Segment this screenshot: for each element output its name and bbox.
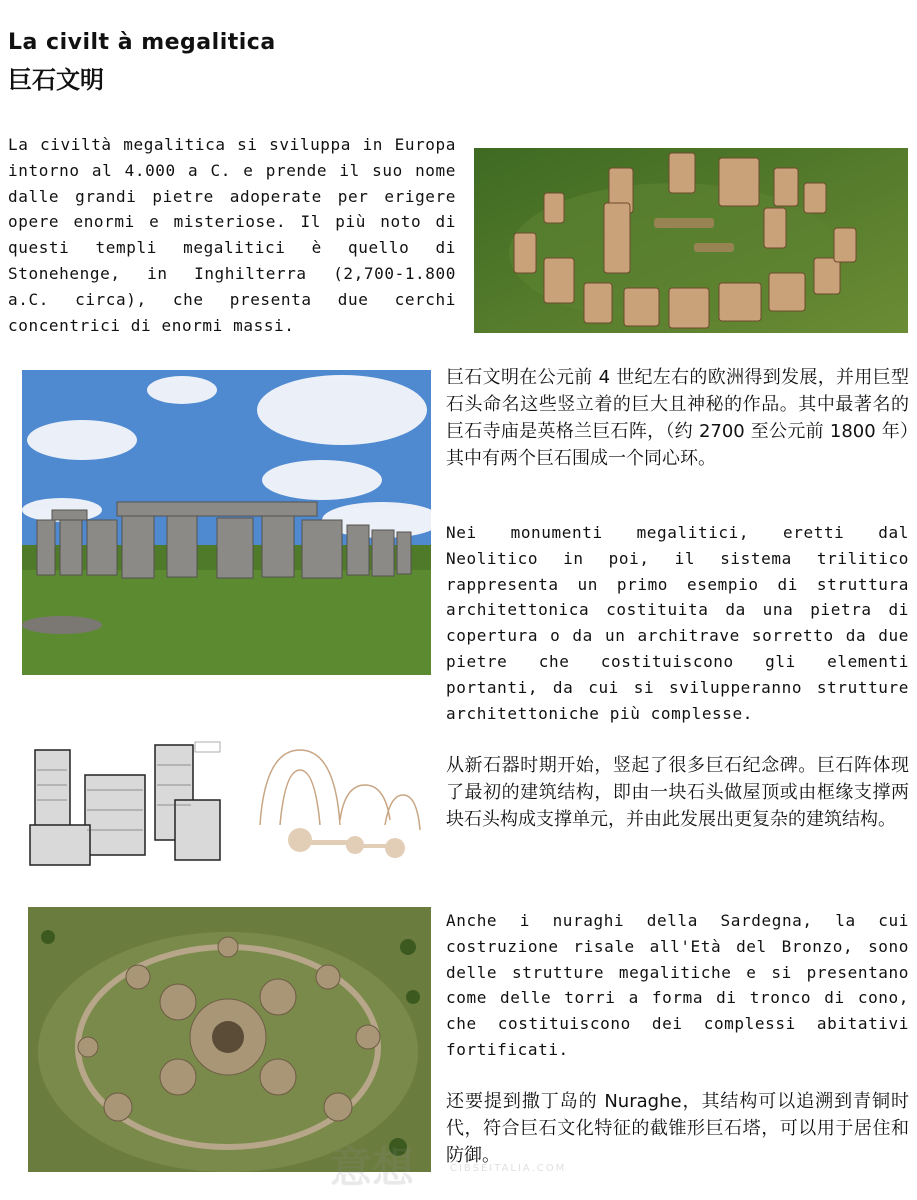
watermark-url: CIBSEITALIA.COM — [450, 1163, 567, 1174]
trilithic-paragraph-italian: Nei monumenti megalitici, eretti dal Neolitico in poi, il sistema trilitico rappresenta un primo esempio di struttura architettonica costituita da una pietra di copertura o da un architrave sorretto da due pietre che costituiscono gli elementi portanti, da cui si svilupperanno strutture architettoniche più complesse. — [446, 523, 909, 723]
nuraghe-aerial-photo — [28, 907, 431, 1172]
nuraghe-castle-drawing — [25, 730, 230, 870]
nuraghi-paragraph-chinese: 还要提到撒丁岛的 Nuraghe，其结构可以追溯到青铜时代，符合巨石文化特征的截锥形巨石塔，可以用于居住和防御。 — [446, 1091, 909, 1166]
stonehenge-aerial-photo — [474, 148, 908, 333]
intro-paragraph-italian: La civiltà megalitica si sviluppa in Europa intorno al 4.000 a C. e prende il suo nome dalle grandi pietre adoperate per erigere opere enormi e misteriose. Il più noto di questi templi megalitici è quello di Stonehenge, in Inghilterra (2,700-1.800 a.C. circa), che presenta due cerchi concentrici di enormi massi. — [8, 135, 456, 335]
page-title-chinese: 巨石文明 — [8, 66, 104, 94]
stonehenge-ground-photo — [22, 370, 431, 675]
intro-paragraph-chinese: 巨石文明在公元前 4 世纪左右的欧洲得到发展，并用巨型石头命名这些竖立着的巨大且神秘的作品。其中最著名的巨石寺庙是英格兰巨石阵，（约 2700 至公元前 1800 年）其中有两个巨石围成一个同心环。 — [446, 367, 909, 469]
nuraghi-paragraph-italian: Anche i nuraghi della Sardegna, la cui costruzione risale all'Età del Bronzo, sono delle strutture megalitiche e si presentano come delle torri a forma di tronco di cono, che costituiscono dei complessi abitativi fortificati. — [446, 911, 909, 1059]
nuraghe-section-sketch — [245, 740, 425, 865]
watermark-logo: 意想 — [330, 1143, 415, 1192]
site-watermark — [330, 1135, 630, 1195]
page-title-italian: La civilt à megalitica — [8, 30, 276, 55]
trilithic-paragraph-chinese: 从新石器时期开始，竖起了很多巨石纪念碑。巨石阵体现了最初的建筑结构，即由一块石头做屋顶或由框缘支撑两块石头构成支撑单元，并由此发展出更复杂的建筑结构。 — [446, 755, 909, 830]
